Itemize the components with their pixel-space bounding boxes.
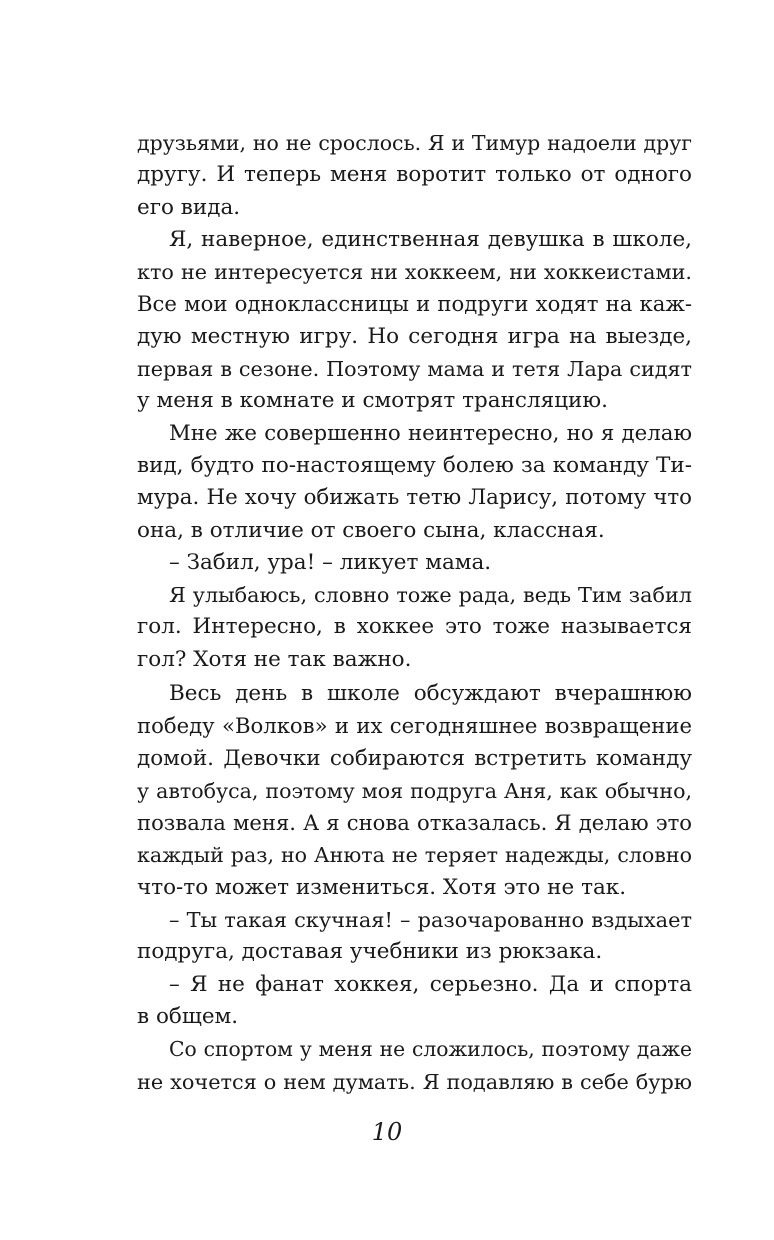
text-line: победу «Волков» и их сегодняшнее возвращение [137,713,692,739]
text-line: Весь день в школе обсуждают вчерашнюю [169,681,692,706]
text-line: первая в сезоне. Поэтому мама и тетя Лара сидят [137,357,692,382]
text-line: друзьями, но не срослось. Я и Тимур надоели друг [137,131,692,155]
text-line: гол? Хотя не так важно. [137,646,412,672]
text-line: гол. Интересно, в хоккее это тоже называется [137,614,692,640]
text-line: Мне же совершенно неинтересно, но я делаю [169,420,692,446]
text-line: домой. Девочки собираются встретить команду [137,745,692,771]
text-line: что-то может измениться. Хотя это не так. [137,874,627,900]
text-line: Я улыбаюсь, словно тоже рада, ведь Тим забил [169,583,692,608]
text-line: Все мои одноклассницы и подруги ходят на каж- [137,291,692,317]
text-section-2 [137,678,692,1098]
text-section-1 [137,127,692,676]
text-line: не хочется о нем думать. Я подавляю в себе бурю [137,1069,692,1094]
text-line: его вида. [137,194,241,220]
text-line: позвала меня. А я снова отказалась. Я делаю это [137,810,692,836]
text-line: другу. И теперь меня воротит только от одного [137,162,692,188]
text-line: каждый раз, но Анюта не теряет надежды, словно [137,843,692,868]
text-line: у меня в комнате и смотрят трансляцию. [137,388,608,414]
text-line: в общем. [137,1003,239,1029]
text-line: мура. Не хочу обижать тетю Ларису, потому что [137,485,692,511]
page-number: 10 [371,1118,403,1146]
text-line: она, в отличие от своего сына, классная. [137,517,605,543]
text-line: – Ты такая скучная! – разочарованно вздыхает [169,908,692,933]
text-line: – Забил, ура! – ликует мама. [169,549,492,575]
text-line: подруга, доставая учебники из рюкзака. [137,939,603,965]
text-line: у автобуса, поэтому моя подруга Аня, как обычно, [137,778,692,803]
text-line: кто не интересуется ни хоккеем, ни хоккеистами. [137,260,692,285]
text-line: вид, будто по-настоящему болею за команду Ти- [137,452,692,478]
text-line: Со спортом у меня не сложилось, поэтому даже [169,1037,692,1062]
text-line: дую местную игру. Но сегодня игра на выезде, [137,323,692,349]
text-line: Я, наверное, единственная девушка в школе, [169,226,692,252]
text-line: – Я не фанат хоккея, серьезно. Да и спорта [169,971,692,997]
